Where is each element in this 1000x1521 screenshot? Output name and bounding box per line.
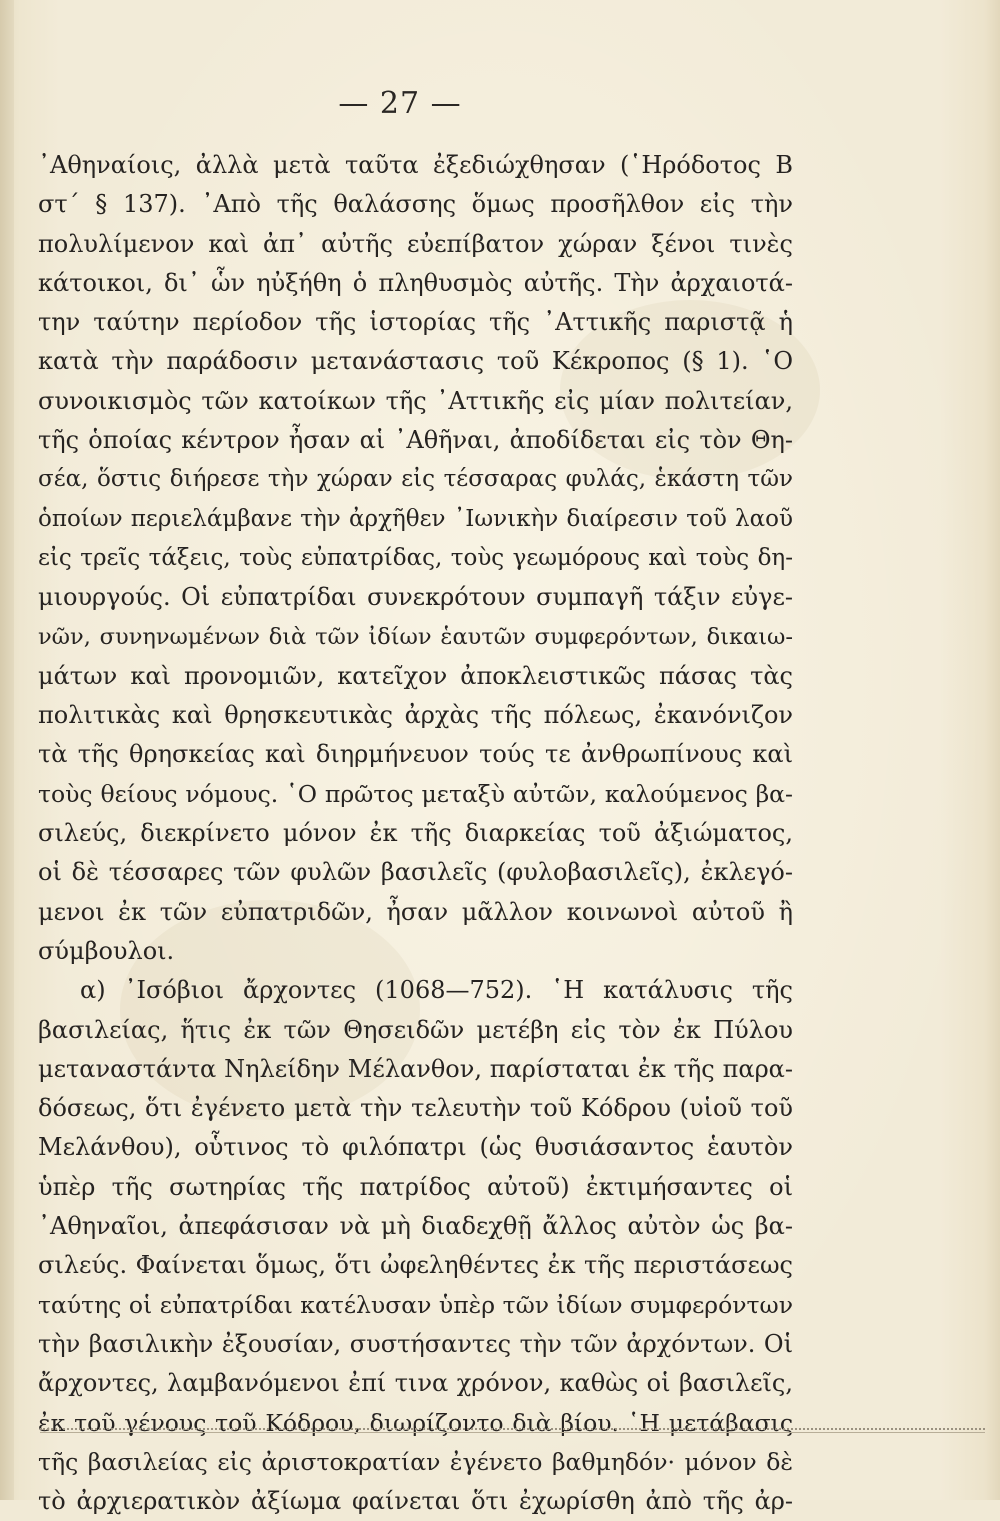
text-line: κάτοικοι, δι᾿ ὧν ηὐξήθη ὁ πληθυσμὸς αὐτῆς. Τὴν ἀρχαιοτά- xyxy=(38,268,793,297)
text-line: μεταναστάντα Νηλείδην Μέλανθον, παρίσταται ἐκ τῆς παρα- xyxy=(38,1054,793,1083)
text-line: ᾿Αθηναίοις, ἀλλὰ μετὰ ταῦτα ἐξεδιώχθησαν (῾Ηρόδοτος Β xyxy=(38,151,793,179)
page-binding-edge xyxy=(0,0,14,1500)
text-line: σύμβουλοι. xyxy=(38,936,175,965)
text-line: μενοι ἐκ τῶν εὐπατριδῶν, ἦσαν μᾶλλον κοινωνοὶ αὐτοῦ ἢ xyxy=(38,897,793,926)
text-line: Μελάνθου), οὗτινος τὸ φιλόπατρι (ὡς θυσιάσαντος ἑαυτὸν xyxy=(38,1133,793,1162)
page-number: — 27 — xyxy=(338,86,462,121)
text-line: τὰ τῆς θρησκείας καὶ διηρμήνευον τούς τε ἀνθρωπίνους καὶ xyxy=(38,740,793,769)
section-heading-line: α) ᾿Ισόβιοι ἄρχοντες (1068—752). ῾Η κατάλυσις τῆς xyxy=(80,976,793,1005)
text-line: τὸ ἀρχιερατικὸν ἀξίωμα φαίνεται ὅτι ἐχωρίσθη ἀπὸ τῆς ἀρ- xyxy=(38,1487,793,1516)
text-line: δόσεως, ὅτι ἐγένετο μετὰ τὴν τελευτὴν τοῦ Κόδρου (υἱοῦ τοῦ xyxy=(38,1094,793,1123)
text-line: την ταύτην περίοδον τῆς ἱστορίας τῆς ᾿Αττικῆς παριστᾷ ἡ xyxy=(38,308,793,337)
text-line: ὑπὲρ τῆς σωτηρίας τῆς πατρίδος αὐτοῦ) ἐκτιμήσαντες οἱ xyxy=(38,1172,793,1201)
text-line: ὁποίων περιελάμβανε τὴν ἀρχῆθεν ᾿Ιωνικὴν διαίρεσιν τοῦ λαοῦ xyxy=(38,505,793,532)
text-line: σιλεύς, διεκρίνετο μόνον ἐκ τῆς διαρκείας τοῦ ἀξιώματος, xyxy=(38,819,793,848)
text-line: συνοικισμὸς τῶν κατοίκων τῆς ᾿Αττικῆς εἰς μίαν πολιτείαν, xyxy=(38,386,793,415)
text-line: τῆς βασιλείας εἰς ἀριστοκρατίαν ἐγένετο βαθμηδόν· μόνον δὲ xyxy=(38,1447,793,1476)
text-line: στ΄ § 137). ᾿Απὸ τῆς θαλάσσης ὅμως προσῆλθον εἰς τὴν xyxy=(38,190,793,219)
text-line: εἰς τρεῖς τάξεις, τοὺς εὐπατρίδας, τοὺς γεωμόρους καὶ τοὺς δη- xyxy=(38,544,793,571)
text-line: βασιλείας, ἥτις ἐκ τῶν Θησειδῶν μετέβη εἰς τὸν ἐκ Πύλου xyxy=(38,1015,793,1044)
text-line: τοὺς θείους νόμους. ῾Ο πρῶτος μεταξὺ αὐτῶν, καλούμενος βα- xyxy=(38,779,793,808)
body-text xyxy=(38,146,793,1521)
text-line: νῶν, συνηνωμένων διὰ τῶν ἰδίων ἑαυτῶν συμφερόντων, δικαιω- xyxy=(38,623,793,650)
text-line: κατὰ τὴν παράδοσιν μετανάστασις τοῦ Κέκροπος (§ 1). ῾Ο xyxy=(38,347,793,376)
text-line: ἄρχοντες, λαμβανόμενοι ἐπί τινα χρόνον, καθὼς οἱ βασιλεῖς, xyxy=(38,1369,793,1398)
text-line: ταύτης οἱ εὐπατρίδαι κατέλυσαν ὑπὲρ τῶν ἰδίων συμφερόντων xyxy=(38,1290,793,1319)
text-line: τὴν βασιλικὴν ἐξουσίαν, συστήσαντες τὴν τῶν ἀρχόντων. Οἱ xyxy=(38,1329,793,1358)
text-line: ἐκ τοῦ γένους τοῦ Κόδρου, διωρίζοντο διὰ βίου. ῾Η μετάβασις xyxy=(38,1408,793,1437)
text-line: μάτων καὶ προνομιῶν, κατεῖχον ἀποκλειστικῶς πάσας τὰς xyxy=(38,661,793,690)
text-line: οἱ δὲ τέσσαρες τῶν φυλῶν βασιλεῖς (φυλοβασιλεῖς), ἐκλεγό- xyxy=(38,858,793,887)
text-line: πολιτικὰς καὶ θρησκευτικὰς ἀρχὰς τῆς πόλεως, ἐκανόνιζον xyxy=(38,701,793,730)
text-line: σέα, ὅστις διήρεσε τὴν χώραν εἰς τέσσαρας φυλάς, ἑκάστη τῶν xyxy=(38,466,793,493)
text-line: πολυλίμενον καὶ ἀπ᾿ αὐτῆς εὐεπίβατον χώραν ξένοι τινὲς xyxy=(38,229,793,258)
text-line: σιλεύς. Φαίνεται ὅμως, ὅτι ὠφεληθέντες ἐκ τῆς περιστάσεως xyxy=(38,1251,793,1280)
text-line: τῆς ὁποίας κέντρον ἦσαν αἱ ᾿Αθῆναι, ἀποδίδεται εἰς τὸν Θη- xyxy=(38,426,793,455)
bottom-rule xyxy=(40,1432,985,1433)
bottom-rule xyxy=(40,1428,985,1430)
text-line: μιουργούς. Οἱ εὐπατρίδαι συνεκρότουν συμπαγῆ τάξιν εὐγε- xyxy=(38,583,793,612)
text-line: ᾿Αθηναῖοι, ἀπεφάσισαν νὰ μὴ διαδεχθῇ ἄλλος αὐτὸν ὡς βα- xyxy=(38,1212,793,1241)
